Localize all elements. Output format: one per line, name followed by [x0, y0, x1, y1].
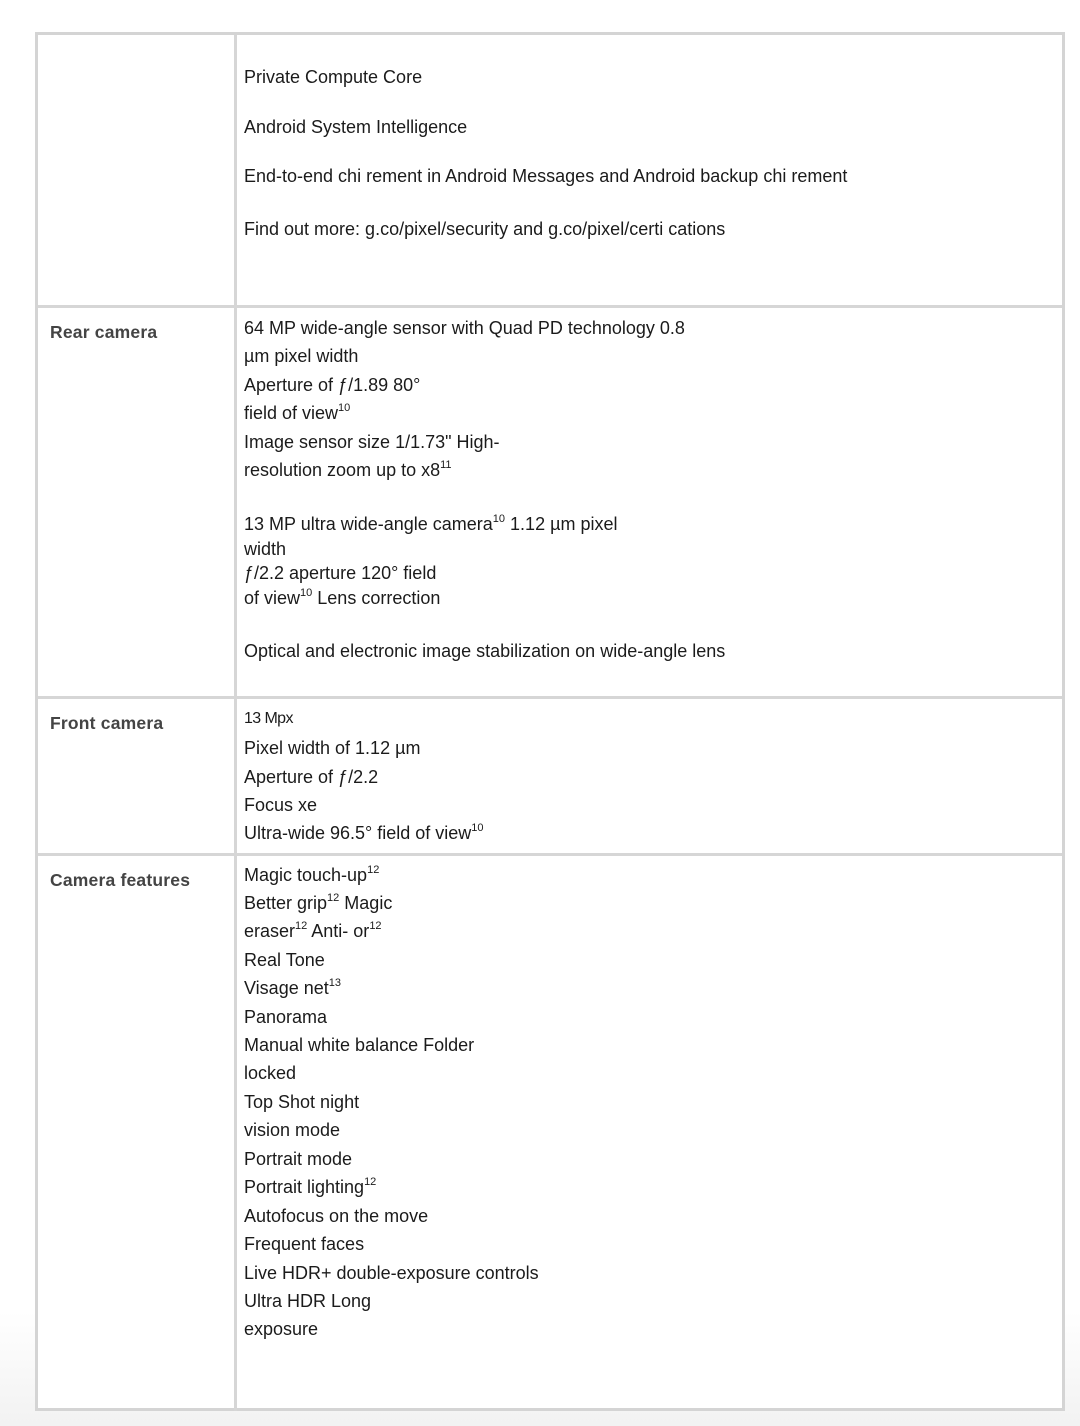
row-content-cell [244, 699, 1052, 853]
row-content-cell [244, 856, 1052, 1411]
table-row-camera-features [38, 856, 1062, 1411]
spec-line: Frequent faces [244, 1234, 365, 1254]
row-label: Rear camera [50, 322, 158, 342]
spec-line: Optical and electronic image stabilization on wide-angle lens [244, 641, 726, 661]
spec-line: Autofocus on the move [244, 1206, 429, 1226]
spec-line: Visage net$^{13}$ [244, 977, 341, 998]
spec-line: Portrait mode [244, 1149, 353, 1169]
spec-line: 64 MP wide-angle sensor with Quad PD technology 0.8 [244, 318, 685, 338]
spec-line: Ultra-wide 96.5° field of view$^{10}$ [244, 822, 484, 843]
spec-line: Aperture of ƒ/2.2 [244, 767, 379, 787]
table-row-rear-camera [38, 308, 1062, 699]
spec-line: Pixel width of 1.12 µm [244, 738, 421, 758]
row-label: Front camera [50, 713, 164, 733]
spec-line: µm pixel width [244, 346, 359, 366]
spec-line: Panorama [244, 1007, 328, 1027]
spec-line: Live HDR+ double-exposure controls [244, 1263, 539, 1283]
spec-line: Android System Intelligence [244, 117, 468, 137]
spec-line: Find out more: g.co/pixel/security and g.co/pixel/certi cations [244, 219, 726, 239]
spec-line: resolution zoom up to $x8^{11}$ [244, 459, 452, 480]
spec-line: ƒ/2.2 aperture 120° field [244, 563, 437, 583]
table-row-front-camera [38, 699, 1062, 856]
spec-line: Ultra HDR Long [244, 1291, 372, 1311]
row-content-cell [244, 35, 1052, 305]
row-content-cell [244, 308, 1052, 696]
table-row-security [38, 35, 1062, 308]
spec-line: Better grip$^{12}$ Magic [244, 892, 393, 913]
spec-table [35, 32, 1065, 1411]
spec-line: locked [244, 1063, 297, 1083]
spec-line: Magic touch-$up^{12}$ [244, 864, 380, 885]
spec-line: Portrait lighting$^{12}$ [244, 1176, 377, 1197]
spec-line: Focus xe [244, 795, 318, 815]
spec-line: vision mode [244, 1120, 341, 1140]
row-label-cell [38, 35, 237, 305]
spec-line: 13 Mpx [244, 710, 293, 727]
row-label-cell [38, 699, 237, 853]
spec-line: Real Tone [244, 950, 325, 970]
spec-line: eraser$^{12}$ Anti- $or^{12}$ [244, 920, 382, 941]
spec-line: End-to-end chi rement in Android Messages and Android backup chi rement [244, 166, 848, 186]
spec-line: Image sensor size 1/1.73" High- [244, 432, 500, 452]
spec-line: field of view$^{10}$ [244, 402, 351, 423]
row-label-cell [38, 308, 237, 696]
spec-line: 13 MP ultra wide-angle camera$^{10}$ 1.12 µm pixel [244, 513, 618, 534]
spec-line: of view$^{10}$ Lens correction [244, 587, 441, 608]
spec-line: Private Compute Core [244, 67, 423, 87]
spec-line: width [244, 539, 287, 559]
spec-line: Manual white balance Folder [244, 1035, 475, 1055]
row-label-cell [38, 856, 237, 1411]
spec-line: Top Shot night [244, 1092, 360, 1112]
row-label: Camera features [50, 870, 191, 890]
spec-line: exposure [244, 1319, 319, 1339]
spec-line: Aperture of ƒ/1.89 80° [244, 375, 421, 395]
